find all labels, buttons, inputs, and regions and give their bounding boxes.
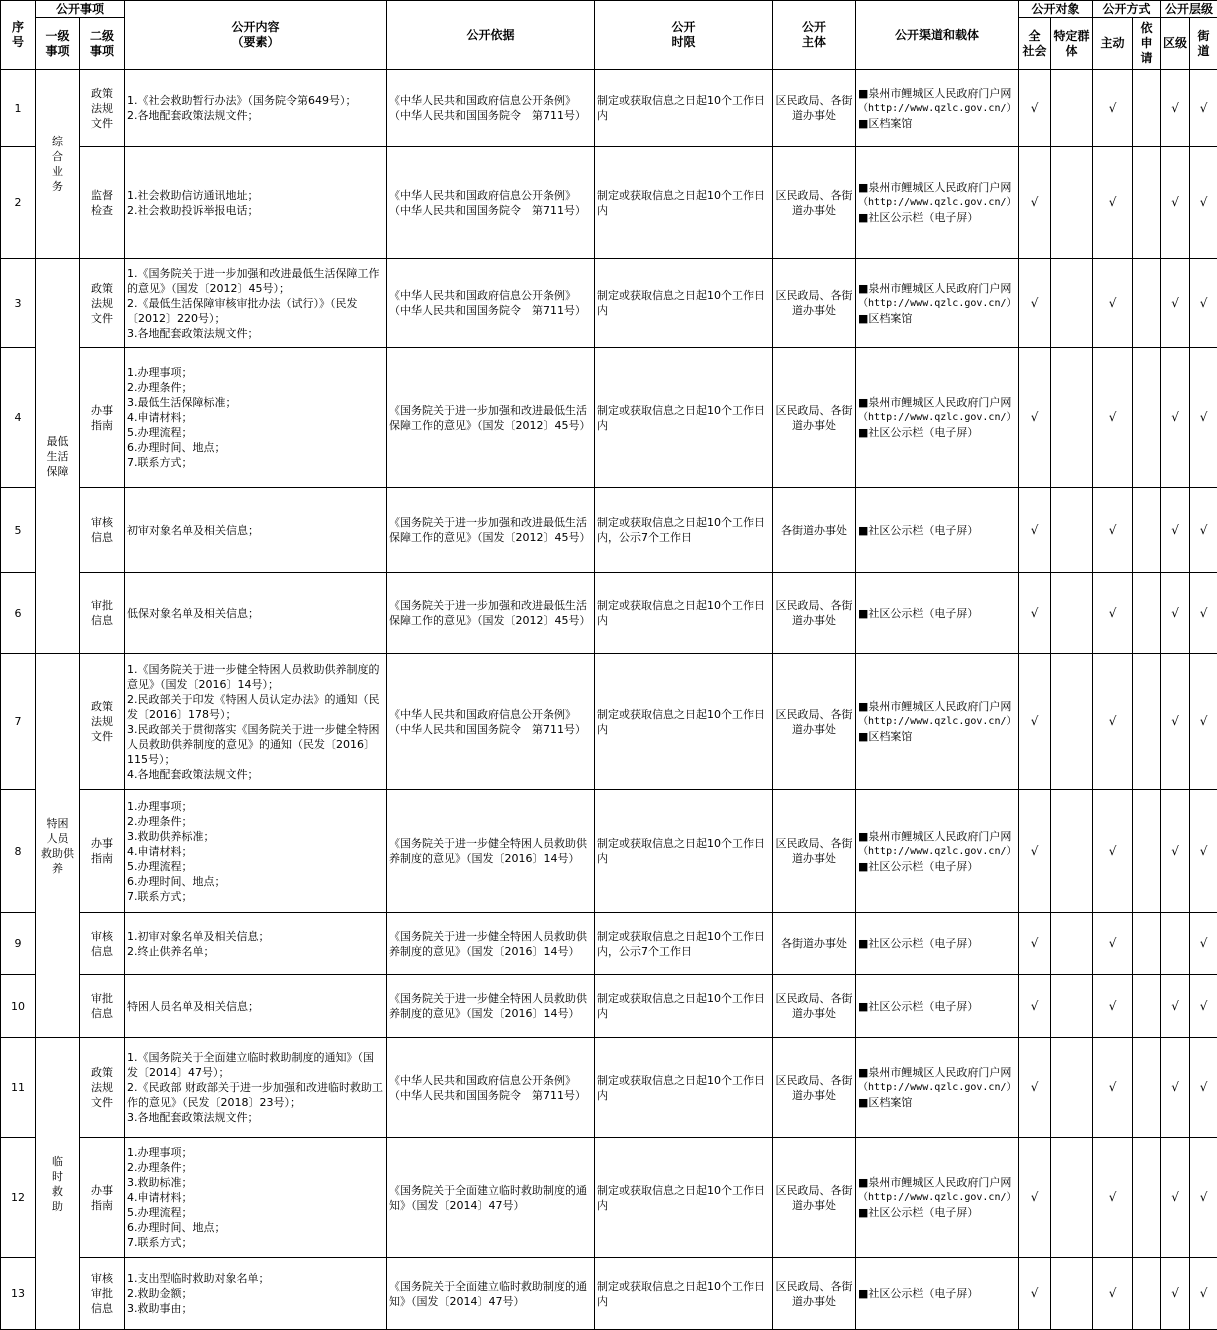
row-period: 制定或获取信息之日起10个工作日内 [595,1138,773,1258]
row-content: 1.支出型临时救助对象名单； 2.救助金额； 3.救助事由； [125,1258,387,1330]
row-subject: 区民政局、各街道办事处 [773,348,856,488]
row-period: 制定或获取信息之日起10个工作日内 [595,790,773,913]
channel-secondary: 社区公示栏（电子屏） [868,937,979,950]
row-basis: 《国务院关于全面建立临时救助制度的通知》（国发〔2014〕47号） [387,1138,595,1258]
row-period: 制定或获取信息之日起10个工作日内 [595,1258,773,1330]
header-items-group: 公开事项 [36,1,125,18]
row-subject: 区民政局、各街道办事处 [773,573,856,654]
header-seq: 序 号 [1,1,36,70]
row-seq: 7 [1,654,36,790]
header-target-group: 公开对象 [1019,1,1093,18]
table-row [1,573,1217,654]
check-mark-icon: √ [1093,654,1133,790]
check-mark-icon: √ [1019,913,1051,975]
check-mark-icon: √ [1093,790,1133,913]
bullet-square-icon: ■ [858,281,869,295]
row-level2: 政策 法规 文件 [80,654,125,790]
row-level2: 政策 法规 文件 [80,1038,125,1138]
row-seq: 13 [1,1258,36,1330]
check-mark-icon: √ [1190,790,1217,913]
check-mark-icon: √ [1019,1038,1051,1138]
header-subject: 公开 主体 [773,1,856,70]
bullet-square-icon: ■ [858,937,869,950]
table-row [1,147,1217,259]
row-subject: 区民政局、各街道办事处 [773,1138,856,1258]
check-mark-icon: √ [1190,70,1217,147]
bullet-square-icon: ■ [858,523,869,537]
empty-cell [1133,573,1161,654]
header-method-group: 公开方式 [1093,1,1161,18]
channel-url: （http://www.qzlc.gov.cn/） [858,1192,1017,1203]
check-mark-icon: √ [1190,1038,1217,1138]
header-basis: 公开依据 [387,1,595,70]
check-mark-icon: √ [1019,147,1051,259]
row-seq: 9 [1,913,36,975]
check-mark-icon: √ [1093,573,1133,654]
channel-portal: 泉州市鲤城区人民政府门户网 [868,700,1012,713]
group-label-minimum-living: 最低 生活 保障 [36,259,80,654]
empty-cell [1051,70,1093,147]
row-subject: 区民政局、各街道办事处 [773,975,856,1038]
channel-portal: 泉州市鲤城区人民政府门户网 [868,1176,1012,1189]
check-mark-icon: √ [1161,654,1190,790]
empty-cell [1051,913,1093,975]
empty-cell [1051,488,1093,573]
row-level2: 监督 检查 [80,147,125,259]
row-level2: 审批 信息 [80,975,125,1038]
bullet-square-icon: ■ [858,829,869,843]
check-mark-icon: √ [1093,348,1133,488]
channel-portal: 泉州市鲤城区人民政府门户网 [868,396,1012,409]
row-basis: 《中华人民共和国政府信息公开条例》（中华人民共和国国务院令 第711号） [387,259,595,348]
row-level2: 办事 指南 [80,348,125,488]
channel-secondary: 区档案馆 [868,311,913,325]
row-content: 1.办理事项； 2.办理条件； 3.救助标准； 4.申请材料； 5.办理流程； 6.办理时间、地点； 7.联系方式； [125,1138,387,1258]
table-row [1,259,1217,348]
channel-secondary: 社区公示栏（电子屏） [868,1206,979,1219]
check-mark-icon: √ [1161,1038,1190,1138]
row-seq: 4 [1,348,36,488]
check-mark-icon: √ [1161,488,1190,573]
empty-cell [1133,1258,1161,1330]
row-content: 1.社会救助信访通讯地址； 2.社会救助投诉举报电话； [125,147,387,259]
row-channel [856,259,1019,348]
channel-url: （http://www.qzlc.gov.cn/） [858,412,1017,423]
row-seq: 1 [1,70,36,147]
check-mark-icon: √ [1161,790,1190,913]
empty-cell [1133,654,1161,790]
check-mark-icon: √ [1019,654,1051,790]
channel-portal: 泉州市鲤城区人民政府门户网 [868,281,1012,295]
row-content: 低保对象名单及相关信息； [125,573,387,654]
check-mark-icon: √ [1161,1138,1190,1258]
header-method-active: 主动 [1093,18,1133,70]
row-channel [856,488,1019,573]
bullet-square-icon: ■ [858,311,869,325]
bullet-square-icon: ■ [858,116,869,130]
empty-cell [1133,488,1161,573]
empty-cell [1051,975,1093,1038]
check-mark-icon: √ [1161,348,1190,488]
check-mark-icon: √ [1019,1258,1051,1330]
row-period: 制定或获取信息之日起10个工作日内 [595,70,773,147]
channel-url: （http://www.qzlc.gov.cn/） [858,197,1017,208]
row-content: 1.初审对象名单及相关信息； 2.终止供养名单； [125,913,387,975]
channel-secondary: 社区公示栏（电子屏） [868,859,979,873]
check-mark-icon: √ [1161,1258,1190,1330]
header-level2: 二级 事项 [80,18,125,70]
row-period: 制定或获取信息之日起10个工作日内 [595,654,773,790]
check-mark-icon: √ [1190,348,1217,488]
channel-portal: 泉州市鲤城区人民政府门户网 [868,1066,1012,1079]
empty-cell [1133,1138,1161,1258]
row-level2: 政策 法规 文件 [80,70,125,147]
row-basis: 《中华人民共和国政府信息公开条例》（中华人民共和国国务院令 第711号） [387,147,595,259]
row-channel [856,975,1019,1038]
check-mark-icon: √ [1093,1258,1133,1330]
bullet-square-icon: ■ [858,1096,869,1109]
table-row [1,654,1217,790]
channel-secondary: 社区公示栏（电子屏） [868,426,979,439]
row-seq: 2 [1,147,36,259]
empty-cell [1133,790,1161,913]
empty-cell [1133,147,1161,259]
channel-portal: 泉州市鲤城区人民政府门户网 [868,829,1012,843]
check-mark-icon: √ [1019,488,1051,573]
channel-url: （http://www.qzlc.gov.cn/） [858,102,1017,114]
bullet-square-icon: ■ [858,859,869,873]
row-basis: 《国务院关于进一步健全特困人员救助供养制度的意见》（国发〔2016〕14号） [387,790,595,913]
check-mark-icon: √ [1019,259,1051,348]
check-mark-icon: √ [1161,573,1190,654]
row-basis: 《国务院关于进一步加强和改进最低生活保障工作的意见》（国发〔2012〕45号） [387,573,595,654]
channel-url: （http://www.qzlc.gov.cn/） [858,845,1017,857]
row-period: 制定或获取信息之日起10个工作日内，公示7个工作日 [595,913,773,975]
check-mark-icon: √ [1190,654,1217,790]
row-seq: 12 [1,1138,36,1258]
row-basis: 《中华人民共和国政府信息公开条例》（中华人民共和国国务院令 第711号） [387,1038,595,1138]
row-content: 1.办理事项； 2.办理条件； 3.最低生活保障标准； 4.申请材料； 5.办理流程； 6.办理时间、地点； 7.联系方式； [125,348,387,488]
row-content: 1.《社会救助暂行办法》（国务院令第649号）； 2.各地配套政策法规文件； [125,70,387,147]
row-content: 初审对象名单及相关信息； [125,488,387,573]
table-row [1,348,1217,488]
empty-cell [1051,790,1093,913]
row-basis: 《中华人民共和国政府信息公开条例》（中华人民共和国国务院令 第711号） [387,70,595,147]
row-channel [856,147,1019,259]
row-channel [856,573,1019,654]
check-mark-icon: √ [1190,488,1217,573]
row-basis: 《国务院关于进一步健全特困人员救助供养制度的意见》（国发〔2016〕14号） [387,913,595,975]
bullet-square-icon: ■ [858,730,869,743]
empty-cell [1133,70,1161,147]
check-mark-icon: √ [1093,147,1133,259]
header-target-all: 全 社会 [1019,18,1051,70]
header-channel: 公开渠道和载体 [856,1,1019,70]
row-period: 制定或获取信息之日起10个工作日内 [595,975,773,1038]
empty-cell [1051,147,1093,259]
channel-portal: 泉州市鲤城区人民政府门户网 [868,86,1012,100]
empty-cell [1133,975,1161,1038]
row-content: 1.《国务院关于全面建立临时救助制度的通知》（国发〔2014〕47号）； 2.《民政部 财政部关于进一步加强和改进临时救助工作的意见》（民发〔2018〕23号）； 3.各地配套政策法规文件； [125,1038,387,1138]
check-mark-icon: √ [1190,913,1217,975]
check-mark-icon: √ [1019,790,1051,913]
empty-cell [1051,1258,1093,1330]
channel-portal: 泉州市鲤城区人民政府门户网 [868,181,1012,194]
row-seq: 8 [1,790,36,913]
row-seq: 3 [1,259,36,348]
row-level2: 政策 法规 文件 [80,259,125,348]
channel-secondary: 社区公示栏（电子屏） [868,606,979,620]
row-seq: 6 [1,573,36,654]
check-mark-icon: √ [1161,975,1190,1038]
row-channel [856,348,1019,488]
row-channel [856,1038,1019,1138]
check-mark-icon: √ [1093,259,1133,348]
table-row [1,913,1217,975]
channel-url: （http://www.qzlc.gov.cn/） [858,1082,1017,1093]
header-level1: 一级 事项 [36,18,80,70]
table-row [1,1038,1217,1138]
channel-secondary: 社区公示栏（电子屏） [868,523,979,537]
row-channel [856,1138,1019,1258]
row-basis: 《国务院关于进一步加强和改进最低生活保障工作的意见》（国发〔2012〕45号） [387,488,595,573]
row-subject: 区民政局、各街道办事处 [773,259,856,348]
check-mark-icon: √ [1190,1138,1217,1258]
row-level2: 审批 信息 [80,573,125,654]
row-channel [856,913,1019,975]
table-row [1,488,1217,573]
bullet-square-icon: ■ [858,606,869,620]
channel-secondary: 区档案馆 [868,116,913,130]
bullet-square-icon: ■ [858,700,869,713]
check-mark-icon: √ [1190,147,1217,259]
row-period: 制定或获取信息之日起10个工作日内，公示7个工作日 [595,488,773,573]
row-channel [856,654,1019,790]
check-mark-icon: √ [1093,975,1133,1038]
bullet-square-icon: ■ [858,86,869,100]
bullet-square-icon: ■ [858,211,869,224]
check-mark-icon: √ [1093,1138,1133,1258]
row-subject: 区民政局、各街道办事处 [773,70,856,147]
row-basis: 《中华人民共和国政府信息公开条例》（中华人民共和国国务院令 第711号） [387,654,595,790]
table-row [1,975,1217,1038]
channel-url: （http://www.qzlc.gov.cn/） [858,297,1017,309]
row-seq: 10 [1,975,36,1038]
row-subject: 各街道办事处 [773,913,856,975]
empty-cell [1133,348,1161,488]
row-basis: 《国务院关于进一步加强和改进最低生活保障工作的意见》（国发〔2012〕45号） [387,348,595,488]
empty-cell [1051,348,1093,488]
row-subject: 区民政局、各街道办事处 [773,1038,856,1138]
check-mark-icon: √ [1019,1138,1051,1258]
row-content: 1.《国务院关于进一步健全特困人员救助供养制度的意见》（国发〔2016〕14号）； 2.民政部关于印发《特困人员认定办法》的通知（民发〔2016〕178号）； 3.民政部关于贯彻落实《国务院关于进一步健全特困人员救助供养制度的意见》的通知（民发〔2016〕115号）； 4.各地配套政策法规文件； [125,654,387,790]
row-period: 制定或获取信息之日起10个工作日内 [595,348,773,488]
check-mark-icon: √ [1093,488,1133,573]
row-seq: 5 [1,488,36,573]
row-channel [856,790,1019,913]
bullet-square-icon: ■ [858,1287,869,1300]
row-seq: 11 [1,1038,36,1138]
check-mark-icon: √ [1019,348,1051,488]
check-mark-icon: √ [1093,1038,1133,1138]
empty-cell [1161,913,1190,975]
header-period: 公开 时限 [595,1,773,70]
row-content: 特困人员名单及相关信息； [125,975,387,1038]
channel-secondary: 社区公示栏（电子屏） [868,999,979,1013]
group-label-temporary-assistance: 临 时 救 助 [36,1038,80,1330]
row-period: 制定或获取信息之日起10个工作日内 [595,1038,773,1138]
row-channel [856,1258,1019,1330]
row-subject: 区民政局、各街道办事处 [773,654,856,790]
row-period: 制定或获取信息之日起10个工作日内 [595,259,773,348]
header-content: 公开内容 （要素） [125,1,387,70]
bullet-square-icon: ■ [858,396,869,409]
check-mark-icon: √ [1161,147,1190,259]
empty-cell [1051,654,1093,790]
row-content: 1.办理事项； 2.办理条件； 3.救助供养标准； 4.申请材料； 5.办理流程； 6.办理时间、地点； 7.联系方式； [125,790,387,913]
header-target-specific: 特定群 体 [1051,18,1093,70]
row-level2: 审核 信息 [80,488,125,573]
row-channel [856,70,1019,147]
empty-cell [1051,259,1093,348]
bullet-square-icon: ■ [858,426,869,439]
check-mark-icon: √ [1190,259,1217,348]
channel-secondary: 区档案馆 [868,730,913,743]
row-subject: 各街道办事处 [773,488,856,573]
empty-cell [1051,1038,1093,1138]
channel-secondary: 区档案馆 [868,1096,913,1109]
group-label-general: 综 合 业 务 [36,70,80,259]
check-mark-icon: √ [1019,975,1051,1038]
bullet-square-icon: ■ [858,181,869,194]
row-basis: 《国务院关于进一步健全特困人员救助供养制度的意见》（国发〔2016〕14号） [387,975,595,1038]
row-subject: 区民政局、各街道办事处 [773,1258,856,1330]
channel-secondary: 社区公示栏（电子屏） [868,211,979,224]
row-content: 1.《国务院关于进一步加强和改进最低生活保障工作的意见》（国发〔2012〕45号）； 2.《最低生活保障审核审批办法（试行）》（民发〔2012〕220号）； 3.各地配套政策法规文件； [125,259,387,348]
empty-cell [1051,573,1093,654]
header-level-group: 公开层级 [1161,1,1217,18]
header-level-street: 街道 [1190,18,1217,70]
group-label-extreme-poverty: 特困 人员 救助供 养 [36,654,80,1038]
empty-cell [1133,913,1161,975]
row-basis: 《国务院关于全面建立临时救助制度的通知》（国发〔2014〕47号） [387,1258,595,1330]
empty-cell [1133,259,1161,348]
row-subject: 区民政局、各街道办事处 [773,790,856,913]
row-level2: 办事 指南 [80,1138,125,1258]
check-mark-icon: √ [1190,1258,1217,1330]
channel-url: （http://www.qzlc.gov.cn/） [858,716,1017,727]
bullet-square-icon: ■ [858,999,869,1013]
empty-cell [1051,1138,1093,1258]
check-mark-icon: √ [1093,70,1133,147]
check-mark-icon: √ [1190,975,1217,1038]
row-subject: 区民政局、各街道办事处 [773,147,856,259]
bullet-square-icon: ■ [858,1176,869,1189]
check-mark-icon: √ [1161,259,1190,348]
table-row [1,70,1217,147]
table-row [1,1138,1217,1258]
bullet-square-icon: ■ [858,1066,869,1079]
check-mark-icon: √ [1019,70,1051,147]
table-row [1,790,1217,913]
check-mark-icon: √ [1019,573,1051,654]
row-level2: 办事 指南 [80,790,125,913]
check-mark-icon: √ [1161,70,1190,147]
empty-cell [1133,1038,1161,1138]
header-level-district: 区级 [1161,18,1190,70]
row-level2: 审核 信息 [80,913,125,975]
bullet-square-icon: ■ [858,1206,869,1219]
table-row [1,1258,1217,1330]
row-period: 制定或获取信息之日起10个工作日内 [595,147,773,259]
row-level2: 审核 审批 信息 [80,1258,125,1330]
check-mark-icon: √ [1190,573,1217,654]
channel-secondary: 社区公示栏（电子屏） [868,1287,979,1300]
row-period: 制定或获取信息之日起10个工作日内 [595,573,773,654]
header-method-request: 依 申请 [1133,18,1161,70]
check-mark-icon: √ [1093,913,1133,975]
